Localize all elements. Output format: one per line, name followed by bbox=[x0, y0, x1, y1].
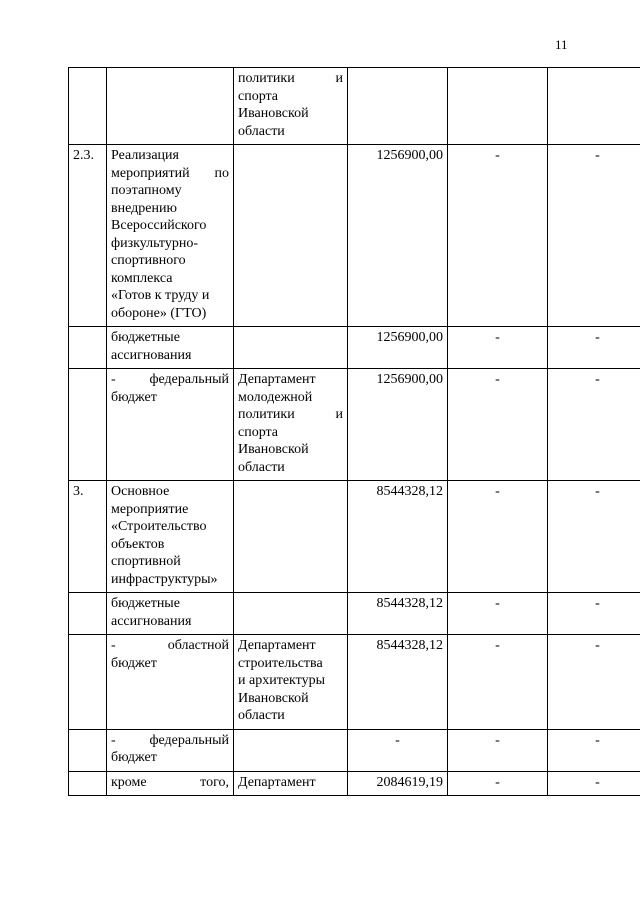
page-number: 11 bbox=[555, 37, 568, 52]
item-name-cell bbox=[107, 593, 234, 635]
name-line bbox=[111, 595, 229, 613]
dept-word: Ивановской bbox=[238, 442, 309, 457]
dept-word: области bbox=[238, 708, 285, 723]
executor-cell bbox=[234, 369, 348, 481]
name-word: «Готов к труду и bbox=[111, 288, 210, 303]
budget-table bbox=[68, 67, 640, 796]
name-word: Основное bbox=[111, 484, 170, 499]
name-line bbox=[111, 371, 229, 389]
amount-year3-cell: - bbox=[548, 771, 640, 796]
executor-cell bbox=[234, 635, 348, 730]
amount-year3-cell: - bbox=[548, 635, 640, 730]
name-word: кроме bbox=[111, 774, 147, 790]
name-word: бюджетные bbox=[111, 330, 180, 345]
amount-cell: 2084619,19 bbox=[348, 771, 448, 796]
name-word: спортивного bbox=[111, 253, 186, 268]
amount-year2-cell: - bbox=[448, 593, 548, 635]
amount-year2-cell: - bbox=[448, 635, 548, 730]
dept-word: Департамент bbox=[238, 774, 316, 790]
dept-word: и bbox=[335, 407, 343, 422]
item-number-cell: 3. bbox=[69, 481, 107, 593]
name-line bbox=[111, 200, 229, 218]
name-line bbox=[111, 571, 229, 589]
dept-line bbox=[238, 774, 343, 792]
dept-line bbox=[238, 406, 343, 424]
name-line bbox=[111, 732, 229, 750]
item-name-cell bbox=[107, 771, 234, 796]
dept-word: Департамент bbox=[238, 372, 316, 387]
amount-cell: 1256900,00 bbox=[348, 369, 448, 481]
item-number-cell bbox=[69, 635, 107, 730]
table-row bbox=[69, 68, 640, 145]
name-word: инфраструктуры» bbox=[111, 571, 218, 587]
amount-cell bbox=[348, 68, 448, 145]
name-line bbox=[111, 347, 229, 365]
item-number-cell bbox=[69, 68, 107, 145]
dept-line bbox=[238, 424, 343, 442]
amount-year3-cell: - bbox=[548, 593, 640, 635]
name-line bbox=[111, 389, 229, 407]
item-number-cell bbox=[69, 327, 107, 369]
name-word: комплекса bbox=[111, 270, 173, 286]
executor-cell bbox=[234, 68, 348, 145]
item-number-cell bbox=[69, 593, 107, 635]
executor-cell bbox=[234, 327, 348, 369]
name-line bbox=[111, 165, 229, 183]
name-line bbox=[111, 536, 229, 554]
dept-word: политики bbox=[238, 407, 295, 422]
amount-year3-cell: - bbox=[548, 327, 640, 369]
executor-cell bbox=[234, 593, 348, 635]
name-word: федеральный bbox=[149, 732, 229, 748]
name-word: физкультурно- bbox=[111, 235, 199, 251]
name-word: того, bbox=[200, 774, 229, 790]
name-line bbox=[111, 483, 229, 501]
table-row bbox=[69, 481, 640, 593]
item-number-cell bbox=[69, 729, 107, 771]
table-row bbox=[69, 771, 640, 796]
item-name-cell bbox=[107, 635, 234, 730]
amount-cell: 1256900,00 bbox=[348, 327, 448, 369]
name-word: спортивной bbox=[111, 554, 181, 569]
name-line bbox=[111, 287, 229, 305]
amount-year3-cell: - bbox=[548, 481, 640, 593]
amount-year3-cell: - bbox=[548, 729, 640, 771]
name-line bbox=[111, 182, 229, 200]
name-line bbox=[111, 305, 229, 323]
amount-cell: 8544328,12 bbox=[348, 635, 448, 730]
name-line bbox=[111, 235, 229, 253]
dept-word: Ивановской bbox=[238, 690, 309, 706]
executor-cell bbox=[234, 729, 348, 771]
name-word: - bbox=[111, 732, 116, 748]
name-word: областной bbox=[167, 638, 229, 653]
dept-line bbox=[238, 672, 343, 690]
amount-year3-cell bbox=[548, 68, 640, 145]
dept-line bbox=[238, 88, 343, 106]
name-word: ассигнования bbox=[111, 347, 192, 363]
name-line bbox=[111, 749, 229, 767]
name-word: федеральный bbox=[149, 372, 229, 387]
name-word: мероприятие bbox=[111, 501, 189, 517]
name-line bbox=[111, 270, 229, 288]
item-number-cell bbox=[69, 369, 107, 481]
item-name-cell bbox=[107, 327, 234, 369]
name-word: «Строительство bbox=[111, 519, 207, 534]
table-row bbox=[69, 145, 640, 327]
name-line bbox=[111, 518, 229, 536]
dept-word: Департамент bbox=[238, 638, 316, 653]
dept-word: строительства bbox=[238, 655, 323, 671]
item-number-cell: 2.3. bbox=[69, 145, 107, 327]
name-word: - bbox=[111, 638, 116, 653]
name-line bbox=[111, 553, 229, 571]
amount-cell: 8544328,12 bbox=[348, 481, 448, 593]
executor-cell bbox=[234, 481, 348, 593]
name-word: бюджет bbox=[111, 389, 157, 405]
item-name-cell bbox=[107, 145, 234, 327]
table-row bbox=[69, 327, 640, 369]
amount-year3-cell: - bbox=[548, 145, 640, 327]
table-row bbox=[69, 635, 640, 730]
amount-cell: 8544328,12 bbox=[348, 593, 448, 635]
dept-word: Ивановской bbox=[238, 106, 309, 121]
name-word: объектов bbox=[111, 536, 165, 552]
name-word: Реализация bbox=[111, 148, 179, 163]
dept-line bbox=[238, 707, 343, 725]
amount-year2-cell: - bbox=[448, 369, 548, 481]
amount-year3-cell: - bbox=[548, 369, 640, 481]
dept-word: политики bbox=[238, 71, 295, 86]
amount-cell: - bbox=[348, 729, 448, 771]
name-line bbox=[111, 655, 229, 673]
dept-line bbox=[238, 441, 343, 459]
dept-line bbox=[238, 389, 343, 407]
name-word: мероприятий bbox=[111, 165, 190, 181]
name-word: бюджет bbox=[111, 750, 157, 765]
amount-cell: 1256900,00 bbox=[348, 145, 448, 327]
table-row bbox=[69, 369, 640, 481]
name-line bbox=[111, 501, 229, 519]
item-name-cell bbox=[107, 481, 234, 593]
dept-word: области bbox=[238, 459, 285, 475]
executor-cell bbox=[234, 145, 348, 327]
table-row bbox=[69, 729, 640, 771]
name-line bbox=[111, 613, 229, 631]
dept-line bbox=[238, 459, 343, 477]
item-name-cell bbox=[107, 369, 234, 481]
dept-word: спорта bbox=[238, 424, 279, 440]
table-row bbox=[69, 593, 640, 635]
name-word: бюджет bbox=[111, 655, 157, 671]
item-number-cell bbox=[69, 771, 107, 796]
dept-line bbox=[238, 637, 343, 655]
name-word: - bbox=[111, 372, 116, 387]
name-word: по bbox=[214, 165, 229, 181]
amount-year2-cell: - bbox=[448, 729, 548, 771]
amount-year2-cell: - bbox=[448, 327, 548, 369]
name-line bbox=[111, 217, 229, 235]
dept-word: области bbox=[238, 123, 285, 139]
amount-year2-cell bbox=[448, 68, 548, 145]
amount-year2-cell: - bbox=[448, 481, 548, 593]
dept-word: молодежной bbox=[238, 389, 313, 405]
amount-year2-cell: - bbox=[448, 771, 548, 796]
name-word: бюджетные bbox=[111, 596, 180, 611]
name-line bbox=[111, 637, 229, 655]
dept-line bbox=[238, 371, 343, 389]
item-name-cell bbox=[107, 68, 234, 145]
name-line bbox=[111, 329, 229, 347]
name-line bbox=[111, 774, 229, 792]
name-word: обороне» (ГТО) bbox=[111, 305, 207, 321]
dept-line bbox=[238, 123, 343, 141]
dept-word: и bbox=[335, 71, 343, 86]
dept-line bbox=[238, 105, 343, 123]
name-word: ассигнования bbox=[111, 613, 192, 629]
name-word: поэтапному bbox=[111, 183, 182, 198]
table-body bbox=[69, 68, 640, 796]
dept-word: спорта bbox=[238, 88, 279, 104]
name-line bbox=[111, 252, 229, 270]
dept-line bbox=[238, 70, 343, 88]
item-name-cell bbox=[107, 729, 234, 771]
dept-line bbox=[238, 655, 343, 673]
dept-word: и архитектуры bbox=[238, 673, 325, 688]
name-word: Всероссийского bbox=[111, 218, 207, 233]
name-line bbox=[111, 147, 229, 165]
amount-year2-cell: - bbox=[448, 145, 548, 327]
name-word: внедрению bbox=[111, 200, 177, 216]
dept-line bbox=[238, 690, 343, 708]
executor-cell bbox=[234, 771, 348, 796]
